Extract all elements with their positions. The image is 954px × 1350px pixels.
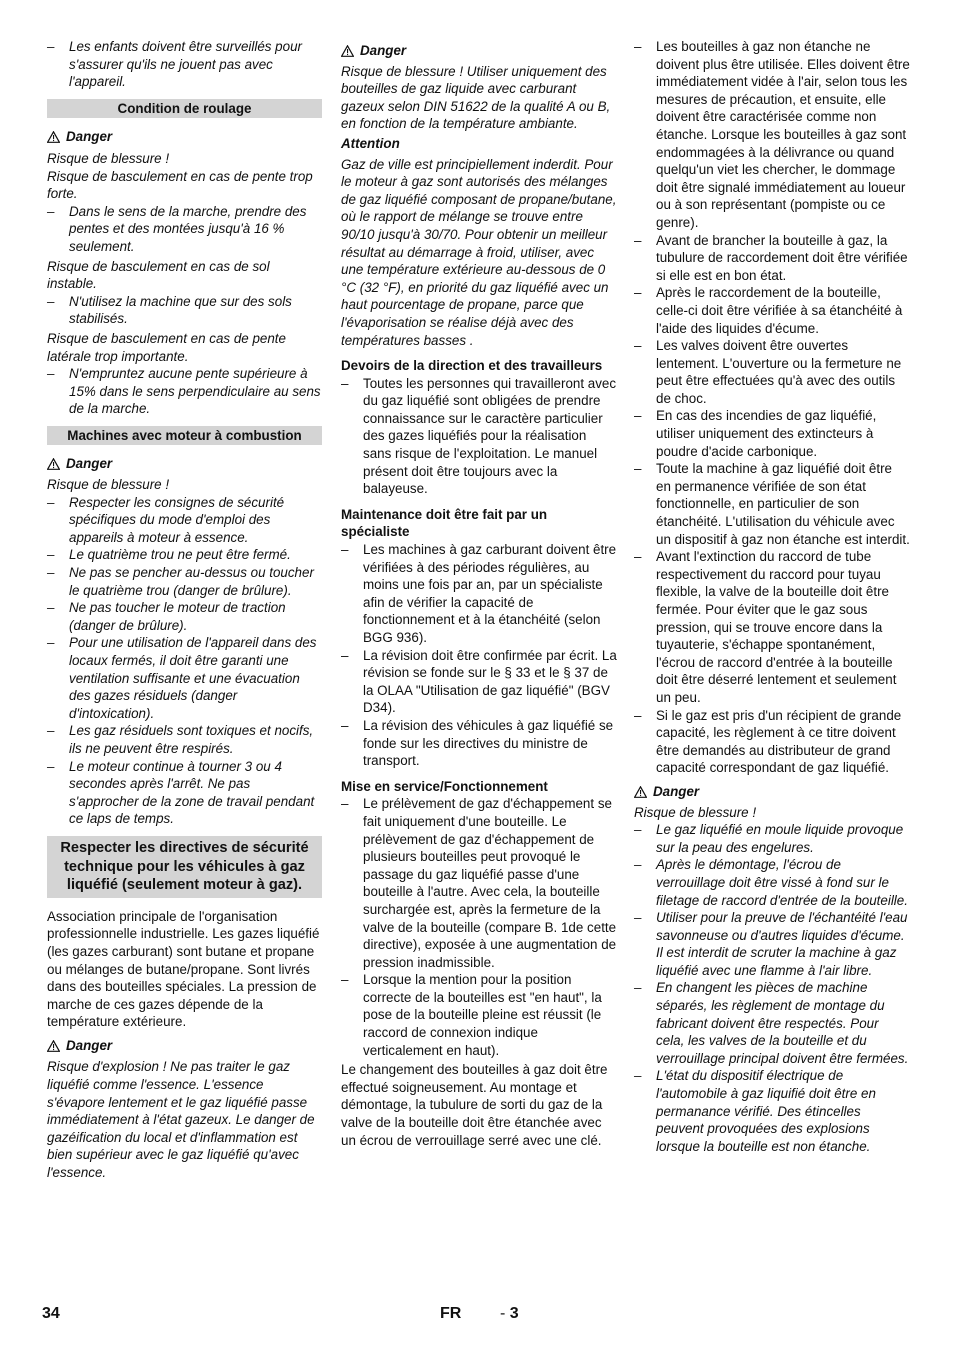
list-item: – Les enfants doivent être surveillés pour s'assurer qu'ils ne jouent pas avec l'appareil. xyxy=(47,39,302,90)
list-item xyxy=(341,647,617,717)
dash-marker: – xyxy=(47,547,55,563)
list-item-text: Le gaz liquéfié en moule liquide provoque sur la peau des engelures. xyxy=(656,822,904,855)
list-item-text: Le quatrième trou ne peut être fermé. xyxy=(69,547,291,563)
dash-marker: – xyxy=(634,980,642,996)
list-item xyxy=(341,375,617,498)
dash-marker: – xyxy=(47,758,55,774)
list-item xyxy=(341,971,617,1059)
subsection-heading: Maintenance doit être fait par un spécialiste xyxy=(341,506,548,540)
danger-label xyxy=(634,783,910,801)
paragraph: Association principale de l'organisation professionnelle industrielle. Les gazes liquéfié (les gazes carburant) sont butane et propane ou mélanges de butane/propane. Sont livrés dans des bouteilles spéciales. La pression de marche de ces gazes dépende de la température extérieure. xyxy=(47,908,320,1030)
bullet-list xyxy=(341,541,617,770)
list-item xyxy=(634,407,910,460)
list-item-text: En cas des incendies de gaz liquéfié, utiliser uniquement des extincteurs à poudre d'acide carbonique. xyxy=(656,408,877,459)
danger-text: Danger xyxy=(66,129,113,145)
list-item xyxy=(634,1067,910,1155)
danger-text: Danger xyxy=(360,43,407,58)
danger-label xyxy=(341,42,617,60)
subsection-heading: Devoirs de la direction et des travailleurs xyxy=(341,358,603,374)
column-2 xyxy=(341,38,617,1149)
paragraph: Gaz de ville est principiellement inderdit. Pour le moteur à gaz sont autorisés des mélanges de gaz liquéfié composant de propane/butane, où le rapport de mélange se trouve entre 90/10 jusqu'à 30/70. Pour obtenir un meilleur résultat au démarrage à froid, utiliser, avec une température extérieure au-dessous de 0 °C (32 °F), en priorité du gaz liquéfié avec un haut pourcentage de propane, parce que l'évaporisation se réalise déjà avec des températures basses . xyxy=(341,156,617,348)
column-1 xyxy=(47,38,322,1182)
dash-marker: – xyxy=(341,972,349,988)
sub-page-value: 3 xyxy=(509,1305,519,1322)
section-heading: Machines avec moteur à combustion xyxy=(47,426,322,446)
list-item xyxy=(47,564,322,599)
list-item-text: Les valves doivent être ouvertes lentement. L'ouverture ou la fermeture ne peut être effectuées qu'à avec des outils de choc. xyxy=(656,338,902,406)
list-item xyxy=(634,337,910,407)
dash-marker: – xyxy=(634,408,642,424)
list-item: – N'utilisez la machine que sur des sols stabilisés. xyxy=(47,293,292,327)
bullet-list xyxy=(341,795,617,1059)
list-item-text: La révision doit être confirmée par écrit. La révision se fonde sur le § 33 et le § 37 de la OLAA "Utilisation de gaz liquéfié" (BGV D34). xyxy=(363,647,617,716)
subsection-heading: Mise en service/Fonctionnement xyxy=(341,778,548,794)
dash-marker: – xyxy=(341,717,349,733)
paragraph: Risque de basculement en cas de pente latérale trop importante. xyxy=(47,330,286,364)
dash-marker: – xyxy=(341,542,349,558)
dash-marker: – xyxy=(634,39,642,54)
dash-marker: – xyxy=(341,375,349,391)
list-item-text: Si le gaz est pris d'un récipient de grande capacité, les règlement à ce titre doivent être demandés au distributeur de grand capacité correspondant de gaz liquéfié. xyxy=(656,707,902,776)
paragraph: Risque de blessure ! xyxy=(47,150,170,166)
list-item xyxy=(634,856,910,909)
list-item-text: Ne pas toucher le moteur de traction (danger de brûlure). xyxy=(69,600,286,633)
bullet-list xyxy=(634,38,910,777)
list-item-text: Pour une utilisation de l'appareil dans des locaux fermés, il doit être garanti une ventilation suffisante et une évacuation des gazes résiduels (danger d'intoxication). xyxy=(69,635,317,721)
page-number: 34 xyxy=(42,1305,60,1322)
warning-triangle-icon xyxy=(341,45,354,57)
section-heading: Condition de roulage xyxy=(47,99,322,119)
list-item: – Dans le sens de la marche, prendre des pentes et des montées jusqu'à 16 % seulement. xyxy=(47,203,307,254)
list-item-text: Le prélèvement de gaz d'échappement se fait uniquement d'une bouteille. Le prélèvement de gaz d'échappement de plusieurs bouteilles peut provoqué le passage du gaz liquéfié passe d'une bouteille à l'autre. Avec cela, la bouteille surchargée est, après la fermeture de la valve de la bouteille (compare B. 1de cette directive), exposée à une augmentation de pression inadmissible. xyxy=(363,796,617,970)
warning-triangle-icon xyxy=(47,458,60,470)
list-item-text: Respecter les consignes de sécurité spécifiques du mode d'emploi des appareils à moteur à essence. xyxy=(69,494,285,545)
list-item xyxy=(47,758,322,828)
list-item-text: Après le raccordement de la bouteille, celle-ci doit être vérifiée à sa étanchéité à l'aide des liquides d'écume. xyxy=(656,285,903,336)
list-item-text: Utiliser pour la preuve de l'échantéité l'eau savonneuse ou d'autres liquides d'écume. Il est interdit de scruter la machine à gaz liquéfié avec une flamme à l'air libre. xyxy=(656,910,908,978)
paragraph: Risque d'explosion ! Ne pas traiter le gaz liquéfié comme l'essence. L'essence s'évapore lentement et le gaz liquéfié passe immédiatement à l'état gazeux. Le danger de gazéification du local et d'inflammation est bien supérieur avec le gaz liquéfié qu'avec l'essence. xyxy=(47,1059,315,1181)
dash-marker: – xyxy=(47,723,55,739)
bullet-list xyxy=(341,375,617,498)
danger-text: Danger xyxy=(66,456,113,472)
list-item-text: Dans le sens de la marche, prendre des pentes et des montées jusqu'à 16 % seulement. xyxy=(69,203,307,254)
list-item xyxy=(47,722,322,757)
list-item-text: Les gaz résiduels sont toxiques et nocifs, ils ne peuvent être respirés. xyxy=(69,723,314,756)
list-item-text: N'empruntez aucune pente supérieure à 15% dans le sens perpendiculaire au sens de la marche. xyxy=(69,366,321,417)
warning-triangle-icon xyxy=(47,131,60,143)
list-item xyxy=(634,548,910,706)
paragraph: Risque de blessure ! xyxy=(634,804,757,820)
list-item-text: Avant de brancher la bouteille à gaz, la tubulure de raccordement doit être vérifiée si elle est en bon état. xyxy=(656,232,908,283)
dash-marker: – xyxy=(634,707,642,723)
list-item xyxy=(634,979,910,1067)
list-item-text: Le moteur continue à tourner 3 ou 4 secondes après l'arrêt. Ne pas s'approcher de la zone de travail pendant ce laps de temps. xyxy=(69,758,315,827)
paragraph: Risque de basculement en cas de pente trop forte. xyxy=(47,168,313,202)
language-code: FR xyxy=(440,1305,462,1322)
list-item-text: Les bouteilles à gaz non étanche ne doivent plus être utilisée. Elles doivent être immédiatement vidée à l'air, selon tous les mesures de précaution, et ensuite, elle doivent être caractérisée comme non étanche. Lorsque les bouteilles à gaz sont endommagées à la délivrance ou quand quelqu'un viet les chercher, le dommage doit être signalé immédiatement au loueur ou à son représentant (pompiste ou ce genre). xyxy=(656,39,910,230)
dash-marker: – xyxy=(341,647,349,663)
dash-marker: – xyxy=(634,910,642,926)
list-item xyxy=(634,38,910,232)
danger-text: Danger xyxy=(653,783,700,799)
warning-triangle-icon xyxy=(634,786,647,798)
dash-marker: – xyxy=(47,635,55,651)
dash-marker: – xyxy=(341,796,349,812)
list-item-text: Les machines à gaz carburant doivent être vérifiées à des périodes régulières, au moins une fois par an, par un spécialiste afin de vérifier la capacité de fonctionnement et à la étanchéité (selon BGG 936). xyxy=(363,542,617,645)
dash-marker: – xyxy=(634,461,642,477)
list-item-text: Ne pas se pencher au-dessus ou toucher le quatrième trou (danger de brûlure). xyxy=(69,565,314,598)
danger-label xyxy=(47,128,322,146)
list-item-text: La révision des véhicules à gaz liquéfié se fonde sur les directives du ministre de transport. xyxy=(363,717,614,769)
column-3 xyxy=(634,38,910,1155)
danger-text: Danger xyxy=(66,1037,113,1053)
list-item xyxy=(634,460,910,548)
list-item xyxy=(47,494,322,547)
list-item-text: Les enfants doivent être surveillés pour s'assurer qu'ils ne jouent pas avec l'appareil. xyxy=(69,39,302,90)
list-item xyxy=(634,284,910,337)
danger-label xyxy=(47,455,322,473)
list-item xyxy=(634,821,910,856)
attention-label: Attention xyxy=(341,135,400,151)
dash-marker: – xyxy=(634,1068,642,1084)
dash-marker: – xyxy=(634,232,642,248)
dash-marker: – xyxy=(634,857,642,873)
list-item-text: N'utilisez la machine que sur des sols stabilisés. xyxy=(69,293,292,327)
bullet-list xyxy=(47,494,322,828)
dash-marker: – xyxy=(634,338,642,354)
list-item-text: Après le démontage, l'écrou de verrouillage doit être vissé à fond sur le filetage de raccord d'entrée de la bouteille. xyxy=(656,857,908,908)
paragraph: Risque de blessure ! xyxy=(47,477,170,493)
list-item-text: Lorsque la mention pour la position correcte de la bouteilles est "en haut", la pose de la bouteille pleine est réussit (le raccord de connexion indique verticalement en haut). xyxy=(363,972,602,1058)
list-item-text: Toute la machine à gaz liquéfié doit être en permanence vérifiée de son état fonctionnelle, en particulier de son étanchéité. L'utilisation du véhicule avec un dispositif à gaz non étanche est interdit. xyxy=(656,461,910,547)
bullet-list xyxy=(634,821,910,1155)
list-item xyxy=(634,707,910,777)
danger-label xyxy=(47,1037,322,1055)
list-item-text: Avant l'extinction du raccord de tube respectivement du raccord pour tuyau flexible, la valve de la bouteille doit être fermée. Pour éviter que le gaz sous pression, qui se trouve encore dans la tuyauterie, s'échappe spontanément, l'écrou de raccord d'entrée à la bouteille doit être déserré lentement et seulement un peu. xyxy=(656,549,897,705)
paragraph: Risque de blessure ! Utiliser uniquement des bouteilles de gaz liquide avec carburant gazeux selon DIN 51622 de la qualité A ou B, en fonction de la température ambiante. xyxy=(341,63,611,132)
list-item xyxy=(47,599,322,634)
list-item xyxy=(634,232,910,285)
sub-page-number xyxy=(500,1305,519,1323)
section-heading: Respecter les directives de sécurité technique pour les véhicules à gaz liquéfié (seulement moteur à gaz). xyxy=(47,836,322,898)
list-item-text: L'état du dispositif électrique de l'automobile à gaz liquifié doit être en permanance vérifié. Des étincelles peuvent provoquées des explosions lorsque la bouteille est non étanche. xyxy=(656,1068,876,1154)
paragraph: Le changement des bouteilles à gaz doit être effectué soigneusement. Au montage et démontage, la tubulure de sorti du gaz de la valve de la bouteille doit être étanchée avec un écrou de verrouillage serré avec une clé. xyxy=(341,1062,608,1148)
paragraph: Risque de basculement en cas de sol instable. xyxy=(47,258,270,292)
list-item xyxy=(47,634,322,722)
dash-marker: – xyxy=(634,285,642,301)
page-footer xyxy=(0,1305,954,1329)
list-item-text: En changent les pièces de machine séparés, les règlement de montage du fabricant doivent être respectés. Pour cela, les valves de la bouteille et du verrouillage principal doivent être fermées. xyxy=(656,980,909,1066)
dash-marker: – xyxy=(47,494,55,510)
list-item xyxy=(341,795,617,971)
list-item xyxy=(341,541,617,647)
dash-marker: – xyxy=(634,822,642,838)
list-item-text: Toutes les personnes qui travailleront avec du gaz liquéfié sont obligées de prendre connaissance sur le caractère particulier des gazes liquéfiés pour la réalisation sans risque de l'exploitation. Le manuel présent doit être toujours avec la balayeuse. xyxy=(363,375,617,497)
dash-marker: – xyxy=(47,600,55,616)
list-item xyxy=(341,717,617,770)
list-item xyxy=(47,546,322,564)
list-item xyxy=(634,909,910,979)
warning-triangle-icon xyxy=(47,1040,60,1052)
dash-marker: – xyxy=(634,549,642,565)
dash-marker: – xyxy=(47,565,55,581)
list-item: – N'empruntez aucune pente supérieure à 15% dans le sens perpendiculaire au sens de la marche. xyxy=(47,366,321,417)
sub-page-prefix: - xyxy=(500,1305,510,1322)
